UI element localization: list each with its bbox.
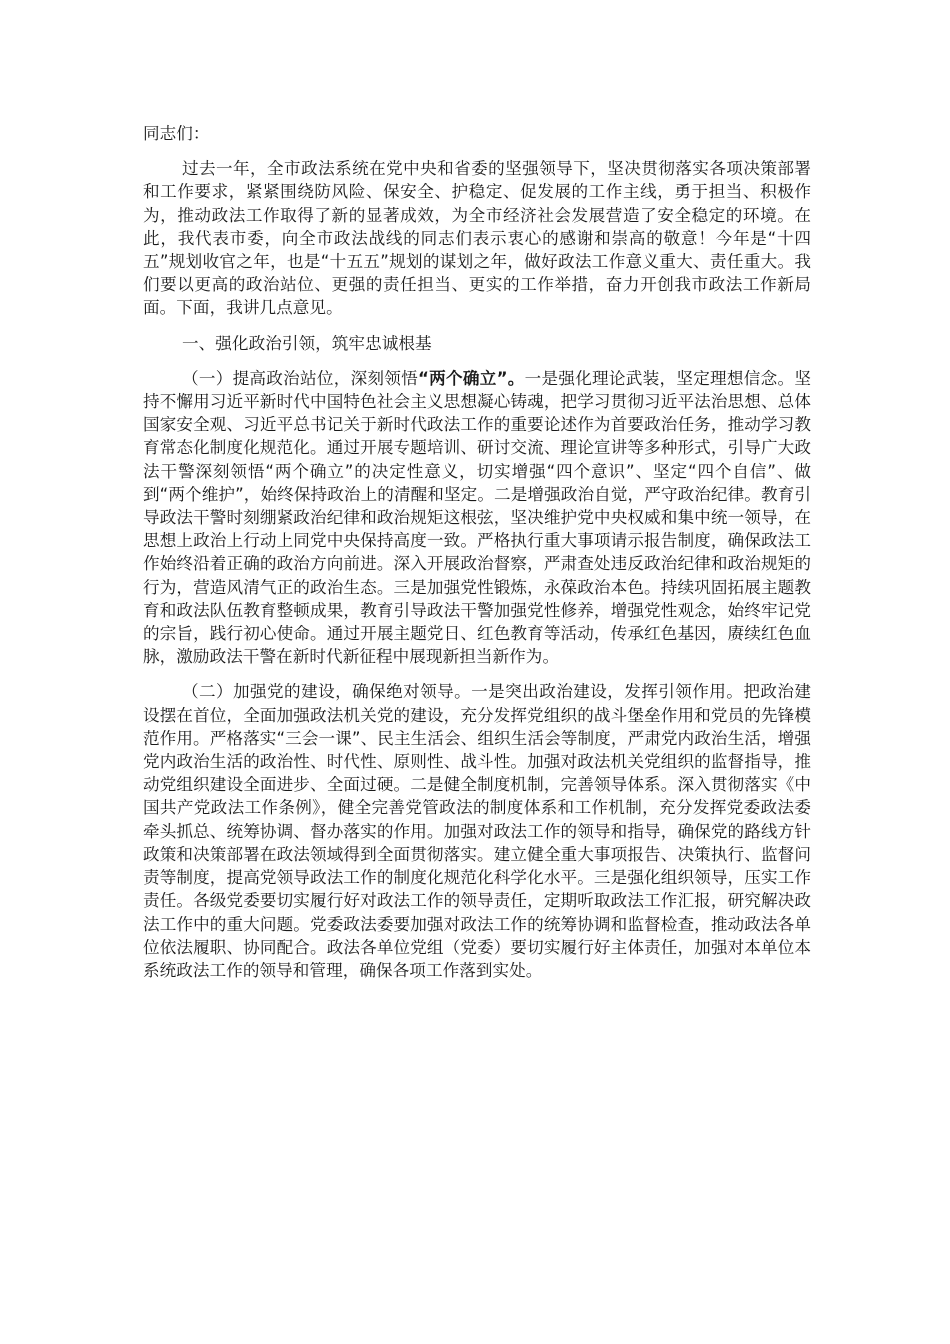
greeting: 同志们： [143, 124, 210, 143]
paragraph-2: （二）加强党的建设，确保绝对领导。一是突出政治建设，发挥引领作用。把政治建设摆在首位，全面加强政法机关党的建设，充分发挥党组织的战斗堡垒作用和党员的先锋模范作用。严格落实“三会一课”、民主生活会、组织生活会等制度，严肃党内政治生活，增强党内政治生活的政治性、时代性、原则性、战斗性。加强对政法机关党组织的监督指导，推动党组织建设全面进步、全面过硬。二是健全制度机制，完善领导体系。深入贯彻落实《中国共产党政法工作条例》，健全完善党管政法的制度体系和工作机制，充分发挥党委政法委牵头抓总、统筹协调、督办落实的作用。加强对政法工作的领导和指导，确保党的路线方针政策和决策部署在政法领域得到全面贯彻落实。建立健全重大事项报告、决策执行、监督问责等制度，提高党领导政法工作的制度化规范化科学化水平。三是强化组织领导，压实工作责任。各级党委要切实履行好对政法工作的领导责任，定期听取政法工作汇报，研究解决政法工作中的重大问题。党委政法委要加强对政法工作的统筹协调和监督检查，推动政法各单位依法履职、协同配合。政法各单位党组（党委）要切实履行好主体责任，加强对本单位本系统政法工作的领导和管理，确保各项工作落到实处。 [143, 682, 811, 980]
paragraph-1-body: 一是强化理论武装，坚定理想信念。坚持不懈用习近平新时代中国特色社会主义思想凝心铸魂，把学习贯彻习近平法治思想、总体国家安全观、习近平总书记关于新时代政法工作的重要论述作为首要政治任务，推动学习教育常态化制度化规范化。通过开展专题培训、研讨交流、理论宣讲等多种形式，引导广大政法干警深刻领悟“两个确立”的决定性意义，切实增强“四个意识”、坚定“四个自信”、做到“两个维护”，始终保持政治上的清醒和坚定。二是增强政治自觉，严守政治纪律。教育引导政法干警时刻绷紧政治纪律和政治规矩这根弦，坚决维护党中央权威和集中统一领导，在思想上政治上行动上同党中央保持高度一致。严格执行重大事项请示报告制度，确保政法工作始终沿着正确的政治方向前进。深入开展政治督察，严肃查处违反政治纪律和政治规矩的行为，营造风清气正的政治生态。三是加强党性锻炼，永葆政治本色。持续巩固拓展主题教育和政法队伍教育整顿成果，教育引导政法干警加强党性修养，增强党性观念，始终牢记党的宗旨，践行初心使命。通过开展主题党日、红色教育等活动，传承红色基因，赓续红色血脉，激励政法干警在新时代新征程中展现新担当新作为。 [143, 368, 811, 667]
paragraph-1-bold-phrase: “两个确立”。 [418, 368, 525, 388]
intro-paragraph: 过去一年，全市政法系统在党中央和省委的坚强领导下，坚决贯彻落实各项决策部署和工作要求，紧紧围绕防风险、保安全、护稳定、促发展的工作主线，勇于担当、积极作为，推动政法工作取得了新的显著成效，为全市经济社会发展营造了安全稳定的环境。在此，我代表市委，向全市政法战线的同志们表示衷心的感谢和崇高的敬意！今年是“十四五”规划收官之年，也是“十五五”规划的谋划之年，做好政法工作意义重大、责任重大。我们要以更高的政治站位、更强的责任担当、更实的工作举措，奋力开创我市政法工作新局面。下面，我讲几点意见。 [143, 159, 811, 318]
paragraph-1 [143, 367, 811, 669]
section-heading-1: 一、强化政治引领，筑牢忠诚根基 [182, 333, 432, 353]
document-body [143, 122, 811, 994]
paragraph-1-lead: （一）提高政治站位，深刻领悟 [182, 368, 418, 388]
